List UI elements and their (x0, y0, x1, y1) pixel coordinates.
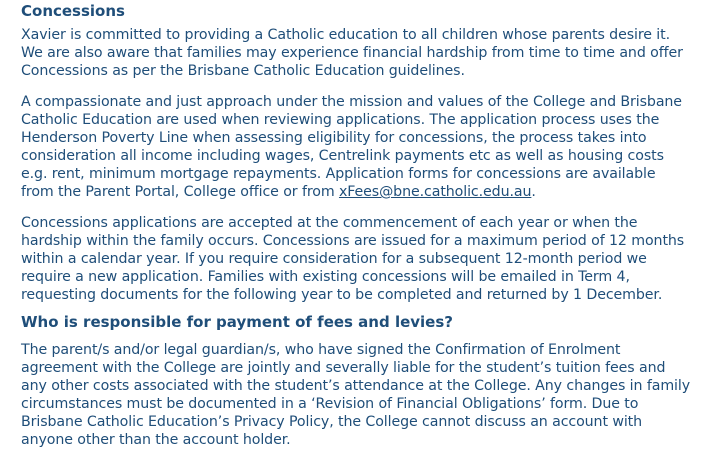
responsibility-paragraph-1: The parent/s and/or legal guardian/s, who have signed the Confirmation of Enrolment agreement with the College are jointly and severally liable for the student’s tuition fees and any other costs associated with the student’s attendance at the College. Any changes in family circumstances must be documented in a ‘Revision of Financial Obligations’ form. Due to Brisbane Catholic Education’s Privacy Policy, the College cannot discuss an account with anyone other than the account holder. (21, 342, 691, 448)
concessions-paragraph-2 (21, 93, 691, 201)
fees-email-link[interactable]: xFees@bne.catholic.edu.au (338, 184, 532, 200)
concessions-paragraph-3: Concessions applications are accepted at the commencement of each year or when the hardship within the family occurs. Concessions are issued for a maximum period of 12 months within a calendar year. If you require consideration for a subsequent 12-month period we require a new application. Families with existing concessions will be emailed in Term 4, requesting documents for the following year to be completed and returned by 1 December. (21, 215, 685, 303)
concessions-heading: Concessions (21, 2, 125, 20)
responsibility-heading: Who is responsible for payment of fees and levies? (21, 313, 453, 331)
document-body (21, 2, 691, 449)
concessions-paragraph-1: Xavier is committed to providing a Catholic education to all children whose parents desire it. We are also aware that families may experience financial hardship from time to time and offer Concessions as per the Brisbane Catholic Education guidelines. (21, 27, 683, 79)
concessions-paragraph-2-text: A compassionate and just approach under the mission and values of the College and Brisbane Catholic Education are used when reviewing applications. The application process uses the Henderson Poverty Line when assessing eligibility for concessions, the process takes into consideration all income including wages, Centrelink payments etc as well as housing costs e.g. rent, minimum mortgage repayments. Application forms for concessions are available from the Parent Portal, College office or from (21, 94, 682, 200)
concessions-paragraph-2-end: . (531, 184, 536, 200)
